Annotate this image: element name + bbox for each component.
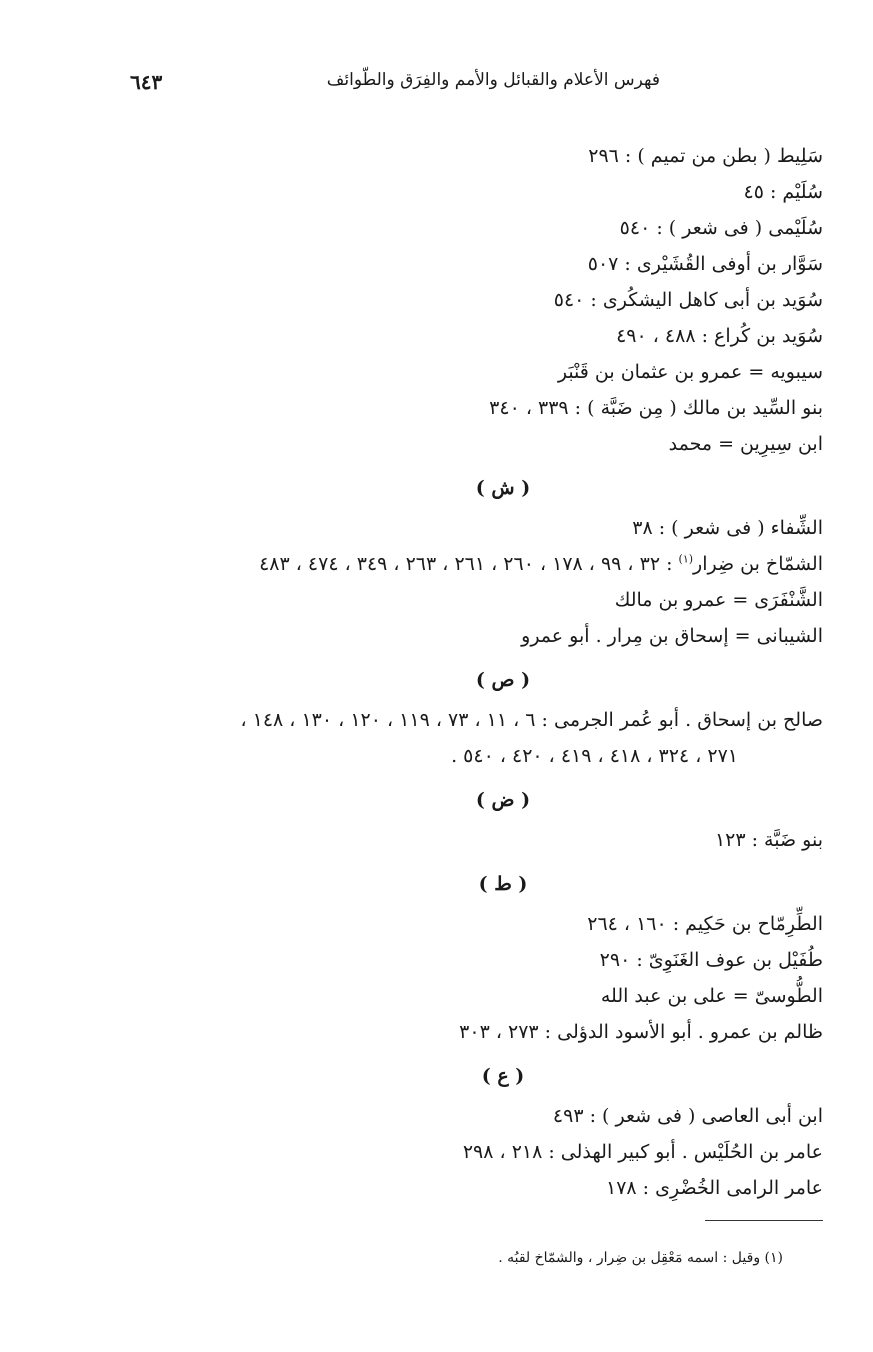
- entry-text: ابن سِيرِين = محمد: [668, 433, 823, 455]
- page-header: [100, 70, 660, 106]
- section-letter-heading: [103, 1056, 823, 1096]
- section-letter-heading: [103, 780, 823, 820]
- index-entries: [103, 138, 823, 1206]
- index-entry: [103, 354, 823, 390]
- entry-text: عامر بن الحُلَيْس . أبو كبير الهذلى : ٢١٨ ، ٢٩٨: [462, 1141, 823, 1163]
- entry-text: ( ش ): [475, 477, 531, 499]
- entry-text: عامر الرامى الخُضْرِى : ١٧٨: [606, 1177, 823, 1199]
- footnote: (١) وقيل : اسمه مَعْقِل بن ضِرار ، والشمّاخ لقبُه .: [498, 1250, 783, 1266]
- running-title: فهرس الأعلام والقبائل والأمم والفِرَق والطّوائف: [326, 70, 660, 90]
- index-entry: [103, 210, 823, 246]
- index-entry-continuation: [103, 738, 823, 774]
- entry-text: سَوَّار بن أوفى القُشَيْرى : ٥٠٧: [587, 253, 823, 275]
- index-entry: [103, 282, 823, 318]
- page-number: ٦٤٣: [130, 70, 163, 94]
- index-entry: [103, 546, 823, 582]
- entry-text: ( ع ): [481, 1065, 525, 1087]
- entry-text: الشَّنْفَرَى = عمرو بن مالك: [614, 589, 823, 611]
- index-entry: [103, 174, 823, 210]
- index-entry: [103, 702, 823, 738]
- entry-text: ٢٧١ ، ٣٢٤ ، ٤١٨ ، ٤١٩ ، ٤٢٠ ، ٥٤٠ .: [451, 745, 738, 767]
- entry-text: ( ض ): [475, 789, 531, 811]
- index-entry: [103, 426, 823, 462]
- index-entry: [103, 1170, 823, 1206]
- entry-text: ( ط ): [478, 873, 528, 895]
- entry-text: الشمّاخ بن ضِرار: [693, 553, 823, 575]
- entry-text: طُفَيْل بن عوف الغَنَوِىّ : ٢٩٠: [599, 949, 823, 971]
- index-entry: [103, 618, 823, 654]
- index-entry: [103, 942, 823, 978]
- entry-text: صالح بن إسحاق . أبو عُمر الجرمى : ٦ ، ١١ ، ٧٣ ، ١١٩ ، ١٢٠ ، ١٣٠ ، ١٤٨ ،: [240, 709, 823, 731]
- index-entry: [103, 390, 823, 426]
- index-entry: [103, 906, 823, 942]
- entry-text: ابن أبى العاصى ( فى شعر ) : ٤٩٣: [552, 1105, 823, 1127]
- index-entry: [103, 582, 823, 618]
- entry-text: الشِّفاء ( فى شعر ) : ٣٨: [632, 517, 823, 539]
- index-entry: [103, 318, 823, 354]
- entry-text: ظالم بن عمرو . أبو الأسود الدؤلى : ٢٧٣ ، ٣٠٣: [459, 1021, 823, 1043]
- index-entry: [103, 1098, 823, 1134]
- entry-text: سُلَيْم : ٤٥: [743, 181, 823, 203]
- index-entry: [103, 138, 823, 174]
- entry-text: سُلَيْمى ( فى شعر ) : ٥٤٠: [619, 217, 823, 239]
- index-entry: [103, 246, 823, 282]
- index-entry: [103, 1134, 823, 1170]
- entry-text: بنو السِّيد بن مالك ( مِن ضَبَّة ) : ٣٣٩ ، ٣٤٠: [489, 397, 823, 419]
- entry-text: ( ص ): [475, 669, 531, 691]
- entry-text: الطِّرِمّاح بن حَكِيم : ١٦٠ ، ٢٦٤: [587, 913, 823, 935]
- footnote-marker: (١): [678, 552, 694, 566]
- entry-text: سَلِيط ( بطن من تميم ) : ٢٩٦: [588, 145, 823, 167]
- section-letter-heading: [103, 660, 823, 700]
- index-entry: [103, 510, 823, 546]
- section-letter-heading: [103, 468, 823, 508]
- index-entry: [103, 822, 823, 858]
- index-entry: [103, 1014, 823, 1050]
- footnote-divider: [705, 1220, 823, 1221]
- section-letter-heading: [103, 864, 823, 904]
- entry-text: بنو ضَبَّة : ١٢٣: [714, 829, 823, 851]
- entry-text: الطُّوسىّ = على بن عبد الله: [600, 985, 823, 1007]
- entry-text: سُوَيد بن أبى كاهل اليشكُرى : ٥٤٠: [553, 289, 823, 311]
- entry-text: سُوَيد بن كُراع : ٤٨٨ ، ٤٩٠: [616, 325, 823, 347]
- entry-text: سيبويه = عمرو بن عثمان بن قَنْبَر: [557, 361, 823, 383]
- entry-text: الشيبانى = إسحاق بن مِرار . أبو عمرو: [521, 625, 823, 647]
- entry-pages: : ٣٢ ، ٩٩ ، ١٧٨ ، ٢٦٠ ، ٢٦١ ، ٢٦٣ ، ٣٤٩ ، ٤٧٤ ، ٤٨٣: [259, 553, 679, 575]
- index-entry: [103, 978, 823, 1014]
